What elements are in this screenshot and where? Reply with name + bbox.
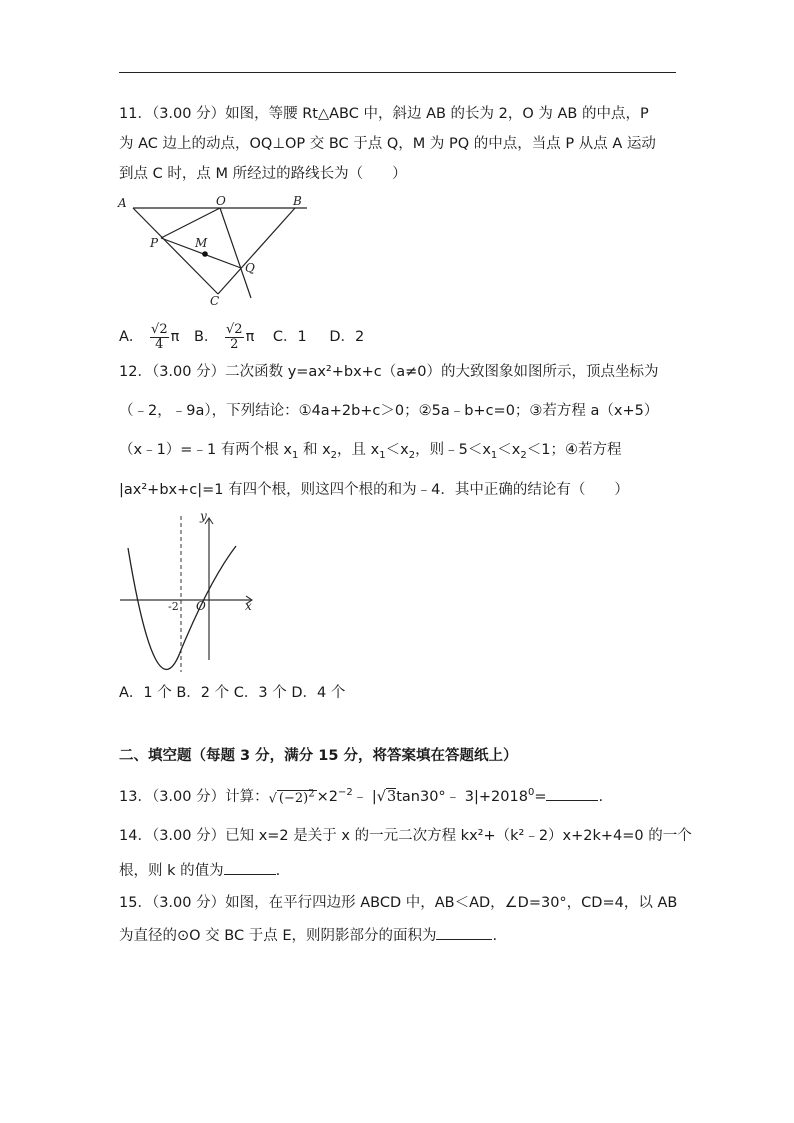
- subscript-1: 1: [379, 449, 386, 461]
- segment-ac: [133, 208, 218, 294]
- q14-answer-blank[interactable]: [224, 860, 276, 875]
- q11-line-1: 11．（3.00 分）如图，等腰 Rt△ABC 中，斜边 AB 的长为 2，O 为 AB 的中点，P: [119, 106, 649, 122]
- q11-line-3: 到点 C 时，点 M 所经过的路线长为（ ）: [119, 166, 407, 182]
- label-q: Q: [245, 261, 255, 275]
- q15-line-2-prefix: 为直径的⊙O 交 BC 于点 E，则阴影部分的面积为: [119, 928, 437, 944]
- label-b: B: [293, 194, 302, 208]
- q11-option-d: D．2: [329, 329, 365, 345]
- q13-prefix: 13．（3.00 分）计算：: [119, 788, 269, 805]
- q11-option-c: C．1: [272, 329, 307, 345]
- subscript-1: 1: [490, 449, 498, 461]
- q13-rest: tan30°﹣ 3|+2018: [396, 788, 528, 805]
- q13-zero-exponent: 0: [527, 787, 535, 798]
- q15-period: .: [492, 928, 498, 944]
- q11-option-a-prefix: A．: [119, 329, 144, 345]
- q11-option-b-fraction: [225, 323, 244, 352]
- q11-option-b-prefix: B．: [193, 329, 219, 345]
- x-axis-label: x: [245, 599, 252, 613]
- midpoint-m-dot: [202, 251, 208, 257]
- q12-line-2: （﹣2，﹣9a），下列结论：①4a+2b+c＞0；②5a﹣b+c=0；③若方程 a（x+5）: [119, 403, 659, 419]
- q12-line-3-part-e: ，则﹣5＜x: [415, 442, 491, 458]
- q12-line-4: |ax²+bx+c|=1 有四个根，则这四个根的和为﹣4．其中正确的结论有（ ）: [119, 482, 629, 498]
- q13-period: .: [598, 788, 604, 805]
- q14-period: .: [275, 863, 281, 879]
- subscript-2: 2: [520, 449, 527, 461]
- label-p: P: [150, 236, 159, 250]
- segment-op: [161, 208, 220, 238]
- q11-option-a-pi: π: [170, 329, 180, 345]
- label-a: A: [118, 196, 127, 210]
- subscript-2: 2: [330, 449, 338, 461]
- q12-line-3-part-c: ，且 x: [337, 442, 380, 458]
- q12-line-3: [119, 440, 621, 466]
- q11-option-a-denominator: 4: [155, 336, 164, 352]
- q12-line-3-part-b: 和 x: [302, 442, 331, 458]
- q12-parabola-graph: [118, 510, 263, 675]
- q11-line-2: 为 AC 边上的动点，OQ⊥OP 交 BC 于点 Q，M 为 PQ 的中点，当点 P 从点 A 运动: [119, 136, 656, 152]
- header-rule: [119, 72, 676, 73]
- q13-equals: =: [534, 788, 547, 805]
- q13-sqrt3: √3: [376, 788, 397, 805]
- q11-option-b-denominator: 2: [230, 336, 239, 352]
- q12-line-3-part-d: ＜x: [385, 442, 409, 458]
- q13-radicand-base: (−2): [278, 790, 309, 806]
- q11-option-b-numerator: √2: [226, 321, 243, 337]
- q13-answer-blank[interactable]: [546, 786, 598, 801]
- q13-abs-open: ﹣ |: [352, 788, 377, 805]
- q12-options: A．1 个 B．2 个 C．3 个 D．4 个: [119, 685, 346, 701]
- q13-sqrt3-radicand: 3: [386, 788, 397, 805]
- vertex-x-label: -2: [168, 600, 179, 613]
- q14-line-2: [119, 860, 280, 881]
- label-c: C: [210, 294, 220, 308]
- q15-answer-blank[interactable]: [436, 925, 492, 940]
- q11-option-b-pi: π: [245, 329, 255, 345]
- q13-radicand: [277, 790, 317, 806]
- q12-line-3-part-f: ＜x: [497, 442, 521, 458]
- q15-line-1: 15．（3.00 分）如图，在平行四边形 ABCD 中，AB＜AD，∠D=30°，CD=4，以 AB: [119, 895, 678, 911]
- q12-line-3-part-g: ＜1；④若方程: [526, 442, 622, 458]
- q13-line: [119, 780, 603, 812]
- q11-option-a-fraction: [150, 323, 169, 352]
- q12-line-3-part-a: （x﹣1）=﹣1 有两个根 x: [119, 442, 292, 458]
- q14-line-2-prefix: 根，则 k 的值为: [119, 863, 224, 879]
- q11-options: [119, 320, 364, 354]
- origin-label: O: [196, 599, 206, 613]
- q13-sqrt-expression: √ $(-2)^2$: [268, 788, 315, 806]
- q11-triangle-figure: [115, 192, 302, 312]
- q15-line-2: [119, 925, 497, 946]
- subscript-2: 2: [408, 449, 416, 461]
- q13-times-two: ×2: [316, 788, 338, 805]
- subscript-1: 1: [291, 449, 299, 461]
- segment-bc: [218, 208, 295, 294]
- section-2-title: 二、填空题（每题 3 分，满分 15 分，将答案填在答题纸上）: [119, 748, 518, 764]
- q12-line-1: 12．（3.00 分）二次函数 y=ax²+bx+c（a≠0）的大致图象如图所示，顶点坐标为: [119, 364, 659, 380]
- label-o: O: [216, 194, 226, 208]
- segment-oq: [220, 208, 251, 298]
- y-axis-label: y: [200, 509, 207, 523]
- q13-neg-two-exponent: −2: [337, 787, 353, 798]
- q13-radicand-exponent: 2: [308, 788, 315, 800]
- label-m: M: [195, 236, 208, 250]
- q14-line-1: 14．（3.00 分）已知 x=2 是关于 x 的一元二次方程 kx²+（k²﹣2）x+2k+4=0 的一个: [119, 828, 692, 844]
- q11-option-a-numerator: √2: [151, 321, 168, 337]
